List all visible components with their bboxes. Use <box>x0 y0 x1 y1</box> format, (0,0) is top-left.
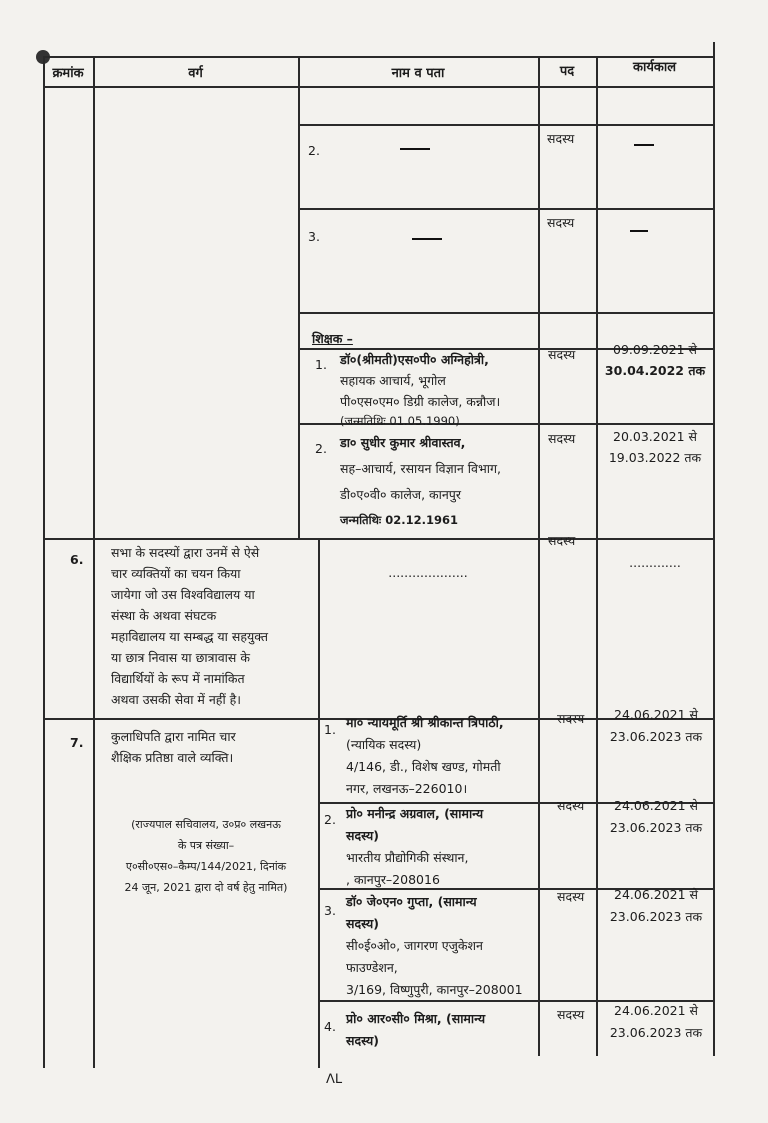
member-detail: नगर, लखनऊ–226010। <box>346 781 468 796</box>
header-category: वर्ग <box>188 66 203 81</box>
row-number: 2. <box>308 143 320 158</box>
teacher-name: डॉ०(श्रीमती)एस०पी० अग्निहोत्री, <box>340 352 489 367</box>
post-value: सदस्य <box>557 711 585 726</box>
member-detail: सी०ई०ओ०, जागरण एजुकेशन <box>346 938 483 953</box>
teacher-name: डा० सुधीर कुमार श्रीवास्तव, <box>340 435 466 450</box>
post-value: सदस्य <box>547 215 575 230</box>
category-line: कुलाधिपति द्वारा नामित चार <box>111 729 236 744</box>
post-value: सदस्य <box>548 431 576 446</box>
tenure-from: 20.03.2021 से <box>613 429 697 444</box>
header-post: पद <box>559 64 575 79</box>
member-detail: सदस्य) <box>346 1033 379 1048</box>
category-line: चार व्यक्तियों का चयन किया <box>111 566 241 581</box>
member-name: प्रो० मनीन्द्र अग्रवाल, (सामान्य <box>346 806 484 821</box>
teacher-detail: सह–आचार्य, रसायन विज्ञान विभाग, <box>340 461 502 476</box>
column-divider <box>596 56 598 1056</box>
column-divider <box>93 56 95 1068</box>
category-line: सभा के सदस्यों द्वारा उनमें से ऐसे <box>111 545 260 560</box>
teacher-detail: डी०ए०वी० कालेज, कानपुर <box>340 487 462 502</box>
row-number: 2. <box>324 812 336 827</box>
teachers-heading: शिक्षक – <box>312 331 353 346</box>
member-name: प्रो० आर०सी० मिश्रा, (सामान्य <box>346 1011 486 1026</box>
name-placeholder: .................... <box>388 565 468 580</box>
row-divider <box>298 124 714 126</box>
member-detail: 3/169, विष्णुपुरी, कानपुर–208001 <box>346 982 523 997</box>
serial-number: 7. <box>70 735 84 750</box>
page-number-mark: ᐱᒪ <box>326 1072 343 1087</box>
tenure-from: 24.06.2021 से <box>614 798 698 813</box>
post-value: सदस्य <box>557 1007 585 1022</box>
serial-number: 6. <box>70 552 84 567</box>
post-value: सदस्य <box>548 533 576 548</box>
teacher-detail: जन्मतिथिः 02.12.1961 <box>340 513 459 527</box>
post-value: सदस्य <box>557 798 585 813</box>
category-line: अथवा उसकी सेवा में नहीं है। <box>111 692 242 707</box>
member-detail: फाउण्डेशन, <box>346 960 398 975</box>
tenure-to: 23.06.2023 तक <box>609 909 703 924</box>
blank-dash <box>412 238 442 240</box>
member-detail: सदस्य) <box>346 916 379 931</box>
category-line: शैक्षिक प्रतिष्ठा वाले व्यक्ति। <box>111 750 234 765</box>
tenure-to: 23.06.2023 तक <box>609 729 703 744</box>
tenure-from: 24.06.2021 से <box>614 1003 698 1018</box>
row-divider <box>298 312 714 314</box>
tenure-to: 19.03.2022 तक <box>608 450 702 465</box>
row-divider <box>43 538 714 540</box>
tenure-from: 24.06.2021 से <box>614 887 698 902</box>
blank-dash <box>630 230 648 232</box>
post-value: सदस्य <box>547 131 575 146</box>
row-number: 1. <box>324 722 336 737</box>
header-serial: क्रमांक <box>52 66 84 81</box>
tenure-from: 09.09.2021 से <box>613 342 697 357</box>
member-detail: सदस्य) <box>346 828 379 843</box>
nomination-note: (राज्यपाल सचिवालय, उ०प्र० लखनऊ <box>131 818 281 831</box>
teacher-detail: (जन्मतिथिः 01.05.1990) <box>340 414 460 428</box>
category-line: महाविद्यालय या सम्बद्ध या सहयुक्त <box>111 629 269 644</box>
row-number: 2. <box>315 441 327 456</box>
member-detail: (न्यायिक सदस्य) <box>346 737 422 752</box>
tenure-from: 24.06.2021 से <box>614 707 698 722</box>
tenure-to: 30.04.2022 तक <box>604 363 706 378</box>
column-divider <box>298 58 300 538</box>
member-name: डॉ० जे०एन० गुप्ता, (सामान्य <box>346 894 477 909</box>
blank-dash <box>634 144 654 146</box>
category-line: संस्था के अथवा संघटक <box>111 608 217 623</box>
category-line: विद्यार्थियों के रूप में नामांकित <box>111 671 245 686</box>
tenure-to: 23.06.2023 तक <box>609 820 703 835</box>
member-name: मा० न्यायमूर्ति श्री श्रीकान्त त्रिपाठी, <box>346 715 504 730</box>
nomination-note: 24 जून, 2021 द्वारा दो वर्ष हेतु नामित) <box>124 881 288 894</box>
member-detail: भारतीय प्रौद्योगिकी संस्थान, <box>346 850 469 865</box>
table-border-left <box>43 56 45 1068</box>
row-number: 4. <box>324 1019 336 1034</box>
tenure-to: 23.06.2023 तक <box>609 1025 703 1040</box>
row-number: 3. <box>324 903 336 918</box>
header-tenure: कार्यकाल <box>632 60 677 75</box>
row-divider <box>298 208 714 210</box>
teacher-detail: पी०एस०एम० डिग्री कालेज, कन्नौज। <box>340 394 501 409</box>
nomination-note: के पत्र संख्या– <box>177 839 235 852</box>
nomination-note: ए०सी०एस०–कैम्प/144/2021, दिनांक <box>125 860 287 873</box>
tenure-placeholder: ............. <box>629 555 681 570</box>
row-number: 1. <box>315 357 327 372</box>
teacher-detail: सहायक आचार्य, भूगोल <box>340 373 446 388</box>
row-number: 3. <box>308 229 320 244</box>
category-line: जायेगा जो उस विश्वविद्यालय या <box>111 587 255 602</box>
header-name-address: नाम व पता <box>391 66 445 81</box>
header-divider <box>43 86 714 88</box>
post-value: सदस्य <box>548 347 576 362</box>
post-value: सदस्य <box>557 889 585 904</box>
blank-dash <box>400 148 430 150</box>
member-detail: 4/146, डी., विशेष खण्ड, गोमती <box>346 759 501 774</box>
member-detail: , कानपुर–208016 <box>346 872 440 887</box>
column-divider <box>538 56 540 1056</box>
category-line: या छात्र निवास या छात्रावास के <box>111 650 250 665</box>
table-border-right <box>713 42 715 1056</box>
